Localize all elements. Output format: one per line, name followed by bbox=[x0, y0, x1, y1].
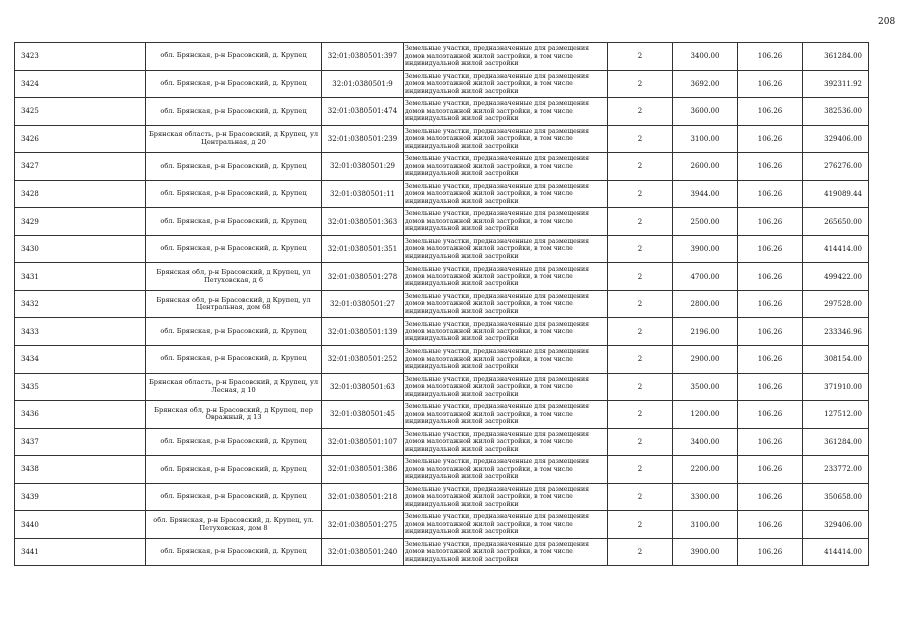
address-cell: обл. Брянская, р-н Брасовский, д. Крупец bbox=[146, 208, 322, 236]
row-number-cell: 3437 bbox=[15, 428, 146, 456]
group-cell: 2 bbox=[608, 428, 673, 456]
rate-cell: 106.26 bbox=[738, 70, 803, 98]
area-cell: 2500.00 bbox=[673, 208, 738, 236]
address-cell: обл. Брянская, р-н Брасовский, д. Крупец bbox=[146, 70, 322, 98]
rate-cell: 106.26 bbox=[738, 208, 803, 236]
rate-cell: 106.26 bbox=[738, 373, 803, 401]
address-cell: обл. Брянская, р-н Брасовский, д. Крупец bbox=[146, 235, 322, 263]
group-cell: 2 bbox=[608, 235, 673, 263]
area-cell: 3900.00 bbox=[673, 235, 738, 263]
row-number-cell: 3428 bbox=[15, 180, 146, 208]
row-number-cell: 3436 bbox=[15, 401, 146, 429]
rate-cell: 106.26 bbox=[738, 290, 803, 318]
area-cell: 3600.00 bbox=[673, 98, 738, 126]
table-row bbox=[15, 70, 869, 98]
group-cell: 2 bbox=[608, 456, 673, 484]
address-cell: обл. Брянская, р-н Брасовский, д. Крупец bbox=[146, 456, 322, 484]
land-use-cell: Земельные участки, предназначенные для размещения домов малоэтажной жилой застройки, в том числе индивидуальной жилой застройки bbox=[404, 401, 608, 429]
table-row bbox=[15, 180, 869, 208]
land-use-cell: Земельные участки, предназначенные для размещения домов малоэтажной жилой застройки, в том числе индивидуальной жилой застройки bbox=[404, 43, 608, 71]
rate-cell: 106.26 bbox=[738, 180, 803, 208]
table-row bbox=[15, 538, 869, 566]
land-use-cell: Земельные участки, предназначенные для размещения домов малоэтажной жилой застройки, в том числе индивидуальной жилой застройки bbox=[404, 538, 608, 566]
rate-cell: 106.26 bbox=[738, 538, 803, 566]
land-use-cell: Земельные участки, предназначенные для размещения домов малоэтажной жилой застройки, в том числе индивидуальной жилой застройки bbox=[404, 70, 608, 98]
address-cell: обл. Брянская, р-н Брасовский, д. Крупец bbox=[146, 346, 322, 374]
row-number-cell: 3423 bbox=[15, 43, 146, 71]
cadastral-value-cell: 361284.00 bbox=[803, 428, 869, 456]
rate-cell: 106.26 bbox=[738, 456, 803, 484]
cadastral-value-cell: 276276.00 bbox=[803, 153, 869, 181]
cadastral-number-cell: 32:01:0380501:63 bbox=[322, 373, 404, 401]
group-cell: 2 bbox=[608, 263, 673, 291]
cadastral-value-cell: 265650.00 bbox=[803, 208, 869, 236]
area-cell: 3300.00 bbox=[673, 483, 738, 511]
row-number-cell: 3441 bbox=[15, 538, 146, 566]
land-use-cell: Земельные участки, предназначенные для размещения домов малоэтажной жилой застройки, в том числе индивидуальной жилой застройки bbox=[404, 428, 608, 456]
row-number-cell: 3435 bbox=[15, 373, 146, 401]
cadastral-number-cell: 32:01:0380501:351 bbox=[322, 235, 404, 263]
group-cell: 2 bbox=[608, 125, 673, 153]
table-row bbox=[15, 428, 869, 456]
address-cell: Брянская область, р-н Брасовский, д Крупец, ул Центральная, д 20 bbox=[146, 125, 322, 153]
cadastral-number-cell: 32:01:0380501:275 bbox=[322, 511, 404, 539]
row-number-cell: 3440 bbox=[15, 511, 146, 539]
address-cell: Брянская обл, р-н Брасовский, д Крупец, ул Центральная, дом 68 bbox=[146, 290, 322, 318]
rate-cell: 106.26 bbox=[738, 401, 803, 429]
area-cell: 3500.00 bbox=[673, 373, 738, 401]
rate-cell: 106.26 bbox=[738, 346, 803, 374]
cadastral-value-cell: 382536.00 bbox=[803, 98, 869, 126]
group-cell: 2 bbox=[608, 180, 673, 208]
land-use-cell: Земельные участки, предназначенные для размещения домов малоэтажной жилой застройки, в том числе индивидуальной жилой застройки bbox=[404, 290, 608, 318]
cadastral-number-cell: 32:01:0380501:278 bbox=[322, 263, 404, 291]
table-row bbox=[15, 346, 869, 374]
area-cell: 4700.00 bbox=[673, 263, 738, 291]
rate-cell: 106.26 bbox=[738, 98, 803, 126]
cadastral-value-cell: 350658.00 bbox=[803, 483, 869, 511]
area-cell: 3900.00 bbox=[673, 538, 738, 566]
row-number-cell: 3431 bbox=[15, 263, 146, 291]
cadastral-value-cell: 361284.00 bbox=[803, 43, 869, 71]
row-number-cell: 3429 bbox=[15, 208, 146, 236]
cadastral-number-cell: 32:01:0380501:363 bbox=[322, 208, 404, 236]
address-cell: обл. Брянская, р-н Брасовский, д. Крупец bbox=[146, 180, 322, 208]
table-row bbox=[15, 290, 869, 318]
cadastral-value-cell: 499422.00 bbox=[803, 263, 869, 291]
group-cell: 2 bbox=[608, 318, 673, 346]
row-number-cell: 3432 bbox=[15, 290, 146, 318]
address-cell: Брянская область, р-н Брасовский, д Крупец, ул Лесная, д 10 bbox=[146, 373, 322, 401]
group-cell: 2 bbox=[608, 43, 673, 71]
cadastral-value-cell: 414414.00 bbox=[803, 235, 869, 263]
table-body bbox=[15, 43, 869, 566]
address-cell: обл. Брянская, р-н Брасовский, д. Крупец bbox=[146, 318, 322, 346]
row-number-cell: 3439 bbox=[15, 483, 146, 511]
address-cell: обл. Брянская, р-н Брасовский, д. Крупец bbox=[146, 98, 322, 126]
cadastral-number-cell: 32:01:0380501:9 bbox=[322, 70, 404, 98]
group-cell: 2 bbox=[608, 290, 673, 318]
area-cell: 1200.00 bbox=[673, 401, 738, 429]
group-cell: 2 bbox=[608, 70, 673, 98]
group-cell: 2 bbox=[608, 483, 673, 511]
land-use-cell: Земельные участки, предназначенные для размещения домов малоэтажной жилой застройки, в том числе индивидуальной жилой застройки bbox=[404, 208, 608, 236]
address-cell: обл. Брянская, р-н Брасовский, д. Крупец bbox=[146, 428, 322, 456]
table-row bbox=[15, 511, 869, 539]
area-cell: 2600.00 bbox=[673, 153, 738, 181]
row-number-cell: 3425 bbox=[15, 98, 146, 126]
table-row bbox=[15, 373, 869, 401]
area-cell: 3100.00 bbox=[673, 125, 738, 153]
rate-cell: 106.26 bbox=[738, 318, 803, 346]
row-number-cell: 3424 bbox=[15, 70, 146, 98]
table-row bbox=[15, 318, 869, 346]
row-number-cell: 3426 bbox=[15, 125, 146, 153]
cadastral-number-cell: 32:01:0380501:474 bbox=[322, 98, 404, 126]
land-use-cell: Земельные участки, предназначенные для размещения домов малоэтажной жилой застройки, в том числе индивидуальной жилой застройки bbox=[404, 235, 608, 263]
cadastral-value-cell: 329406.00 bbox=[803, 125, 869, 153]
cadastral-number-cell: 32:01:0380501:29 bbox=[322, 153, 404, 181]
address-cell: Брянская обл, р-н Брасовский, д Крупец, пер Овражный, д 13 bbox=[146, 401, 322, 429]
address-cell: обл. Брянская, р-н Брасовский, д. Крупец bbox=[146, 43, 322, 71]
group-cell: 2 bbox=[608, 511, 673, 539]
land-use-cell: Земельные участки, предназначенные для размещения домов малоэтажной жилой застройки, в том числе индивидуальной жилой застройки bbox=[404, 318, 608, 346]
area-cell: 2196.00 bbox=[673, 318, 738, 346]
cadastral-number-cell: 32:01:0380501:397 bbox=[322, 43, 404, 71]
address-cell: Брянская обл, р-н Брасовский, д Крупец, ул Петуховская, д 6 bbox=[146, 263, 322, 291]
land-use-cell: Земельные участки, предназначенные для размещения домов малоэтажной жилой застройки, в том числе индивидуальной жилой застройки bbox=[404, 483, 608, 511]
table-row bbox=[15, 98, 869, 126]
rate-cell: 106.26 bbox=[738, 511, 803, 539]
rate-cell: 106.26 bbox=[738, 235, 803, 263]
rate-cell: 106.26 bbox=[738, 43, 803, 71]
table-row bbox=[15, 208, 869, 236]
table-row bbox=[15, 456, 869, 484]
cadastral-value-cell: 233772.00 bbox=[803, 456, 869, 484]
cadastral-number-cell: 32:01:0380501:239 bbox=[322, 125, 404, 153]
cadastral-number-cell: 32:01:0380501:386 bbox=[322, 456, 404, 484]
land-use-cell: Земельные участки, предназначенные для размещения домов малоэтажной жилой застройки, в том числе индивидуальной жилой застройки bbox=[404, 456, 608, 484]
area-cell: 3400.00 bbox=[673, 43, 738, 71]
address-cell: обл. Брянская, р-н Брасовский, д. Крупец, ул. Петуховская, дом 8 bbox=[146, 511, 322, 539]
group-cell: 2 bbox=[608, 538, 673, 566]
table-row bbox=[15, 43, 869, 71]
area-cell: 3692.00 bbox=[673, 70, 738, 98]
rate-cell: 106.26 bbox=[738, 125, 803, 153]
land-use-cell: Земельные участки, предназначенные для размещения домов малоэтажной жилой застройки, в том числе индивидуальной жилой застройки bbox=[404, 153, 608, 181]
area-cell: 2200.00 bbox=[673, 456, 738, 484]
group-cell: 2 bbox=[608, 401, 673, 429]
rate-cell: 106.26 bbox=[738, 263, 803, 291]
cadastral-value-cell: 392311.92 bbox=[803, 70, 869, 98]
cadastral-value-cell: 414414.00 bbox=[803, 538, 869, 566]
cadastral-number-cell: 32:01:0380501:252 bbox=[322, 346, 404, 374]
table-row bbox=[15, 401, 869, 429]
cadastral-value-cell: 127512.00 bbox=[803, 401, 869, 429]
group-cell: 2 bbox=[608, 208, 673, 236]
cadastral-value-cell: 329406.00 bbox=[803, 511, 869, 539]
cadastral-value-cell: 233346.96 bbox=[803, 318, 869, 346]
rate-cell: 106.26 bbox=[738, 428, 803, 456]
land-use-cell: Земельные участки, предназначенные для размещения домов малоэтажной жилой застройки, в том числе индивидуальной жилой застройки bbox=[404, 125, 608, 153]
row-number-cell: 3434 bbox=[15, 346, 146, 374]
rate-cell: 106.26 bbox=[738, 153, 803, 181]
area-cell: 2900.00 bbox=[673, 346, 738, 374]
table-row bbox=[15, 125, 869, 153]
cadastral-value-cell: 297528.00 bbox=[803, 290, 869, 318]
cadastral-number-cell: 32:01:0380501:107 bbox=[322, 428, 404, 456]
group-cell: 2 bbox=[608, 346, 673, 374]
cadastral-number-cell: 32:01:0380501:45 bbox=[322, 401, 404, 429]
row-number-cell: 3433 bbox=[15, 318, 146, 346]
row-number-cell: 3427 bbox=[15, 153, 146, 181]
address-cell: обл. Брянская, р-н Брасовский, д. Крупец bbox=[146, 483, 322, 511]
land-use-cell: Земельные участки, предназначенные для размещения домов малоэтажной жилой застройки, в том числе индивидуальной жилой застройки bbox=[404, 263, 608, 291]
address-cell: обл. Брянская, р-н Брасовский, д. Крупец bbox=[146, 153, 322, 181]
land-use-cell: Земельные участки, предназначенные для размещения домов малоэтажной жилой застройки, в том числе индивидуальной жилой застройки bbox=[404, 98, 608, 126]
area-cell: 3400.00 bbox=[673, 428, 738, 456]
cadastral-number-cell: 32:01:0380501:27 bbox=[322, 290, 404, 318]
land-use-cell: Земельные участки, предназначенные для размещения домов малоэтажной жилой застройки, в том числе индивидуальной жилой застройки bbox=[404, 346, 608, 374]
table-row bbox=[15, 235, 869, 263]
cadastral-number-cell: 32:01:0380501:240 bbox=[322, 538, 404, 566]
cadastral-number-cell: 32:01:0380501:218 bbox=[322, 483, 404, 511]
area-cell: 3100.00 bbox=[673, 511, 738, 539]
page-number: 208 bbox=[878, 17, 896, 27]
row-number-cell: 3430 bbox=[15, 235, 146, 263]
land-use-cell: Земельные участки, предназначенные для размещения домов малоэтажной жилой застройки, в том числе индивидуальной жилой застройки bbox=[404, 511, 608, 539]
cadastral-value-cell: 419089.44 bbox=[803, 180, 869, 208]
table-row bbox=[15, 153, 869, 181]
area-cell: 2800.00 bbox=[673, 290, 738, 318]
land-plot-table bbox=[14, 42, 869, 566]
group-cell: 2 bbox=[608, 153, 673, 181]
land-use-cell: Земельные участки, предназначенные для размещения домов малоэтажной жилой застройки, в том числе индивидуальной жилой застройки bbox=[404, 373, 608, 401]
rate-cell: 106.26 bbox=[738, 483, 803, 511]
area-cell: 3944.00 bbox=[673, 180, 738, 208]
table-row bbox=[15, 263, 869, 291]
row-number-cell: 3438 bbox=[15, 456, 146, 484]
land-use-cell: Земельные участки, предназначенные для размещения домов малоэтажной жилой застройки, в том числе индивидуальной жилой застройки bbox=[404, 180, 608, 208]
address-cell: обл. Брянская, р-н Брасовский, д. Крупец bbox=[146, 538, 322, 566]
table-row bbox=[15, 483, 869, 511]
cadastral-value-cell: 371910.00 bbox=[803, 373, 869, 401]
cadastral-value-cell: 308154.00 bbox=[803, 346, 869, 374]
cadastral-number-cell: 32:01:0380501:139 bbox=[322, 318, 404, 346]
group-cell: 2 bbox=[608, 98, 673, 126]
group-cell: 2 bbox=[608, 373, 673, 401]
cadastral-number-cell: 32:01:0380501:11 bbox=[322, 180, 404, 208]
